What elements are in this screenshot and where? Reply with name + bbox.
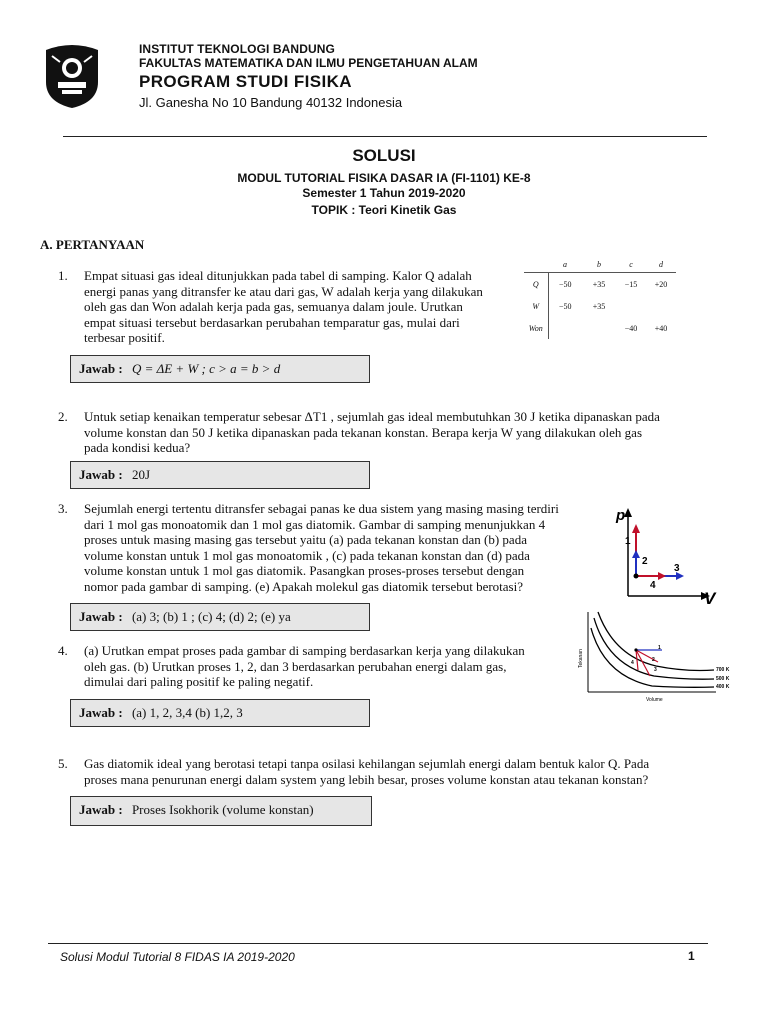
table-cell: −50 xyxy=(558,279,572,289)
question-text: Gas diatomik ideal yang berotasi tetapi tanpa osilasi kehilangan sejumlah energi dalam bentuk kalor Q. Pada proses mana penurunan energi dalam system yang lebih besar, proses volume konstan atau tekanan konstan? xyxy=(84,756,650,787)
table-col-head: a xyxy=(563,259,567,269)
page-number: 1 xyxy=(688,949,695,963)
answer-box xyxy=(70,699,370,727)
table-row-label: Won xyxy=(524,317,548,339)
answer-text: Q = ΔE + W ; c > a = b > d xyxy=(131,361,281,376)
iso-temp-label: 500 K xyxy=(716,676,730,682)
answer-label: Jawab : xyxy=(79,802,123,817)
iso-label-3: 3 xyxy=(654,667,657,673)
pv-label-1: 1 xyxy=(625,536,631,547)
institute-name: INSTITUT TEKNOLOGI BANDUNG xyxy=(139,42,335,56)
question-text: (a) Urutkan empat proses pada gambar di samping berdasarkan kerja yang dilakukan oleh gas. (b) Urutkan proses 1, 2, dan 3 berdasarkan perubahan energi dalam gas, dimulai dari paling positif ke paling negatif. xyxy=(84,643,525,689)
iso-temp-label: 700 K xyxy=(716,667,730,673)
data-table xyxy=(524,256,676,339)
isotherm-diagram xyxy=(574,608,744,706)
question-number: 1. xyxy=(58,268,68,283)
pv-ylabel: p xyxy=(616,507,626,524)
table-cell: +40 xyxy=(654,323,668,333)
question-number: 4. xyxy=(58,643,68,658)
footer-divider xyxy=(48,943,708,944)
pv-diagram xyxy=(598,500,728,606)
answer-label: Jawab : xyxy=(79,609,123,624)
answer-box xyxy=(70,461,370,489)
question-number: 3. xyxy=(58,501,68,516)
answer-text: 20J xyxy=(131,467,151,482)
answer-text: Proses Isokhorik (volume konstan) xyxy=(131,802,314,817)
itb-logo xyxy=(40,42,104,110)
faculty-name: FAKULTAS MATEMATIKA DAN ILMU PENGETAHUAN ALAM xyxy=(139,56,478,70)
table-cell: +35 xyxy=(592,279,606,289)
address: Jl. Ganesha No 10 Bandung 40132 Indonesia xyxy=(139,95,403,110)
table-cell: −40 xyxy=(624,323,638,333)
question-text: Empat situasi gas ideal ditunjukkan pada tabel di samping. Kalor Q adalah energi panas yang ditransfer ke atau dari gas, W adalah kerja yang dilakukan oleh gas dan Won adalah kerja pada gas, semuanya dalam joule. Urutkan empat situasi tersebut berdasarkan perubahan temparatur gas, mulai dari terbesar positif. xyxy=(84,268,483,345)
table-col-head: b xyxy=(597,259,601,269)
pv-label-2: 2 xyxy=(642,556,648,567)
answer-box xyxy=(70,796,372,826)
table-cell xyxy=(646,295,676,317)
table-cell xyxy=(582,317,616,339)
answer-label: Jawab : xyxy=(79,467,123,482)
answer-text: (a) 1, 2, 3,4 (b) 1,2, 3 xyxy=(131,705,243,720)
header-divider xyxy=(63,136,707,137)
iso-temp-label: 400 K xyxy=(716,684,730,690)
iso-xlabel: Volume xyxy=(646,697,663,703)
question-number: 5. xyxy=(58,756,68,771)
table-cell: −15 xyxy=(624,279,638,289)
iso-label-1: 1 xyxy=(658,645,661,651)
pv-xlabel: V xyxy=(704,589,716,606)
answer-box xyxy=(70,603,370,631)
module-title: MODUL TUTORIAL FISIKA DASAR IA (FI-1101) KE-8 xyxy=(237,171,531,185)
answer-label: Jawab : xyxy=(79,361,123,376)
table-row-label: Q xyxy=(524,273,548,296)
table-cell: +35 xyxy=(592,301,606,311)
table-cell xyxy=(616,295,646,317)
isotherm-700 xyxy=(598,612,714,671)
answer-box xyxy=(70,355,370,383)
table-col-head: c xyxy=(629,259,633,269)
table-cell: +20 xyxy=(654,279,668,289)
footer-text: Solusi Modul Tutorial 8 FIDAS IA 2019-2020 xyxy=(60,950,295,964)
table-cell: −50 xyxy=(558,301,572,311)
question-text: Sejumlah energi tertentu ditransfer sebagai panas ke dua sistem yang masing masing terdiri dari 1 mol gas monoatomik dan 1 mol gas diatomik. Gambar di samping menunjukkan 4 proses untuk masing masing gas tersebut yaitu (a) pada tekanan konstan dan (b) pada volume konstan untuk 1 mol gas monoatomik , (c) pada tekanan konstan dan (d) pada volume konstan untuk 1 mol gas diatomik. Pasangkan proses-proses tersebut dengan nomor pada gambar di samping. (e) Apakah molekul gas diatomik tersebut berotasi? xyxy=(84,501,559,594)
table-row-label: W xyxy=(524,295,548,317)
program-name: PROGRAM STUDI FISIKA xyxy=(139,72,352,91)
pv-label-4: 4 xyxy=(650,580,656,591)
iso-ylabel: Tekanan xyxy=(578,649,584,668)
question-text: Untuk setiap kenaikan temperatur sebesar ΔT1 , sejumlah gas ideal membutuhkan 30 J ketika dipanaskan pada volume konstan dan 50 J ketika dipanaskan pada tekanan konstan. Berapa kerja W yang dilakukan oleh gas pada kondisi kedua? xyxy=(84,409,660,455)
doc-title: SOLUSI xyxy=(352,146,416,165)
pv-label-3: 3 xyxy=(674,563,680,574)
answer-text: (a) 3; (b) 1 ; (c) 4; (d) 2; (e) ya xyxy=(131,609,291,624)
topic: TOPIK : Teori Kinetik Gas xyxy=(311,203,457,217)
table-col-head: d xyxy=(659,259,663,269)
iso-label-2: 2 xyxy=(652,657,655,663)
iso-label-4: 4 xyxy=(631,660,634,666)
section-heading: A. PERTANYAAN xyxy=(40,237,145,252)
answer-label: Jawab : xyxy=(79,705,123,720)
question-number: 2. xyxy=(58,409,68,424)
table-cell xyxy=(548,317,582,339)
semester: Semester 1 Tahun 2019-2020 xyxy=(302,186,466,200)
